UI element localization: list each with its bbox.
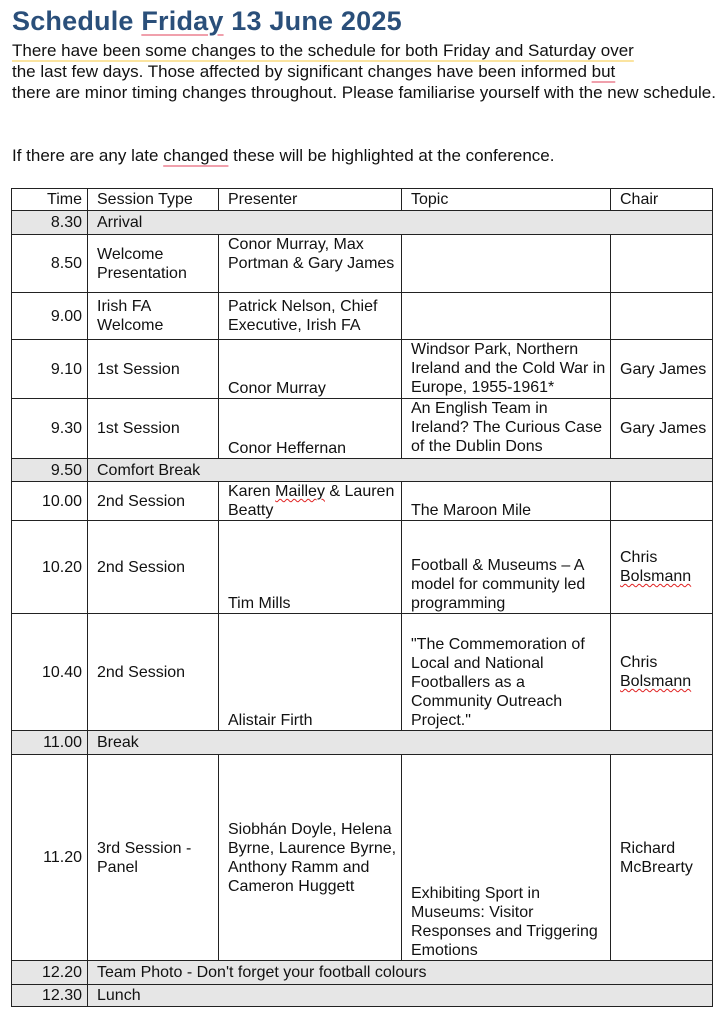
table-row: [12, 340, 713, 399]
session-cell: 1st Session: [88, 399, 219, 459]
header-topic: Topic: [402, 189, 611, 211]
header-presenter: Presenter: [219, 189, 402, 211]
table-row: [12, 985, 713, 1007]
table-row: [12, 235, 713, 293]
time-cell: 11.20: [12, 755, 88, 961]
chair-cell: [611, 482, 713, 521]
break-cell: Comfort Break: [88, 459, 713, 482]
table-row: [12, 961, 713, 985]
chair-cell: [611, 235, 713, 293]
chair-cell: Chris Bolsmann: [611, 614, 713, 731]
table-header-row: [12, 189, 713, 211]
spellcheck-word: Bolsmann: [620, 568, 692, 585]
topic-cell: Exhibiting Sport in Museums: Visitor Responses and Triggering Emotions: [402, 755, 611, 961]
time-cell: 10.20: [12, 521, 88, 614]
presenter-cell: Tim Mills: [219, 521, 402, 614]
time-cell: 12.30: [12, 985, 88, 1007]
session-cell: Irish FA Welcome: [88, 293, 219, 340]
schedule-table: [11, 188, 713, 1007]
presenter-cell: Conor Murray: [219, 340, 402, 399]
topic-cell: "The Commemoration of Local and National Footballers as a Community Outreach Project.": [402, 614, 611, 731]
time-cell: 10.00: [12, 482, 88, 521]
chair-cell: Chris Bolsmann: [611, 521, 713, 614]
session-cell: 3rd Session - Panel: [88, 755, 219, 961]
table-row: [12, 755, 713, 961]
presenter-cell: Conor Murray, Max Portman & Gary James: [219, 235, 402, 293]
table-row: [12, 459, 713, 482]
intro-paragraph: There have been some changes to the schedule for both Friday and Saturday over the last few days. Those affected by significant changes have been informed but there are minor timing changes throughout. Please familiarise yourself with the new schedule.: [12, 41, 716, 102]
presenter-cell: Karen Mailley & Lauren Beatty: [219, 482, 402, 521]
header-session-type: Session Type: [88, 189, 219, 211]
presenter-cell: Alistair Firth: [219, 614, 402, 731]
topic-cell: Windsor Park, Northern Ireland and the Cold War in Europe, 1955-1961*: [402, 340, 611, 399]
table-row: [12, 731, 713, 755]
header-time: Time: [12, 189, 88, 211]
presenter-cell: Siobhán Doyle, Helena Byrne, Laurence Byrne, Anthony Ramm and Cameron Huggett: [219, 755, 402, 961]
table-row: [12, 614, 713, 731]
spellcheck-word: Bolsmann: [620, 673, 692, 690]
time-cell: 10.40: [12, 614, 88, 731]
time-cell: 11.00: [12, 731, 88, 755]
time-cell: 8.30: [12, 211, 88, 235]
table-row: [12, 293, 713, 340]
table-row: [12, 482, 713, 521]
topic-cell: An English Team in Ireland? The Curious Case of the Dublin Dons: [402, 399, 611, 459]
chair-cell: Gary James: [611, 340, 713, 399]
spellcheck-word: Mailley: [275, 483, 325, 500]
table-row: [12, 211, 713, 235]
break-cell: Break: [88, 731, 713, 755]
chair-cell: Gary James: [611, 399, 713, 459]
break-cell: Team Photo - Don't forget your football colours: [88, 961, 713, 985]
time-cell: 9.30: [12, 399, 88, 459]
topic-cell: Football & Museums – A model for community led programming: [402, 521, 611, 614]
time-cell: 8.50: [12, 235, 88, 293]
time-cell: 12.20: [12, 961, 88, 985]
topic-cell: [402, 293, 611, 340]
session-cell: Welcome Presentation: [88, 235, 219, 293]
time-cell: 9.10: [12, 340, 88, 399]
chair-cell: Richard McBrearty: [611, 755, 713, 961]
session-cell: 2nd Session: [88, 614, 219, 731]
topic-cell: The Maroon Mile: [402, 482, 611, 521]
page-title: Schedule Friday 13 June 2025: [12, 6, 402, 36]
spellcheck-word: Friday: [141, 6, 224, 36]
note-paragraph: If there are any late changed these will be highlighted at the conference.: [12, 146, 555, 165]
break-cell: Lunch: [88, 985, 713, 1007]
time-cell: 9.50: [12, 459, 88, 482]
header-chair: Chair: [611, 189, 713, 211]
table-row: [12, 521, 713, 614]
chair-cell: [611, 293, 713, 340]
session-cell: 2nd Session: [88, 482, 219, 521]
session-cell: 1st Session: [88, 340, 219, 399]
presenter-cell: Patrick Nelson, Chief Executive, Irish FA: [219, 293, 402, 340]
presenter-cell: Conor Heffernan: [219, 399, 402, 459]
topic-cell: [402, 235, 611, 293]
session-cell: 2nd Session: [88, 521, 219, 614]
break-cell: Arrival: [88, 211, 713, 235]
table-row: [12, 399, 713, 459]
time-cell: 9.00: [12, 293, 88, 340]
